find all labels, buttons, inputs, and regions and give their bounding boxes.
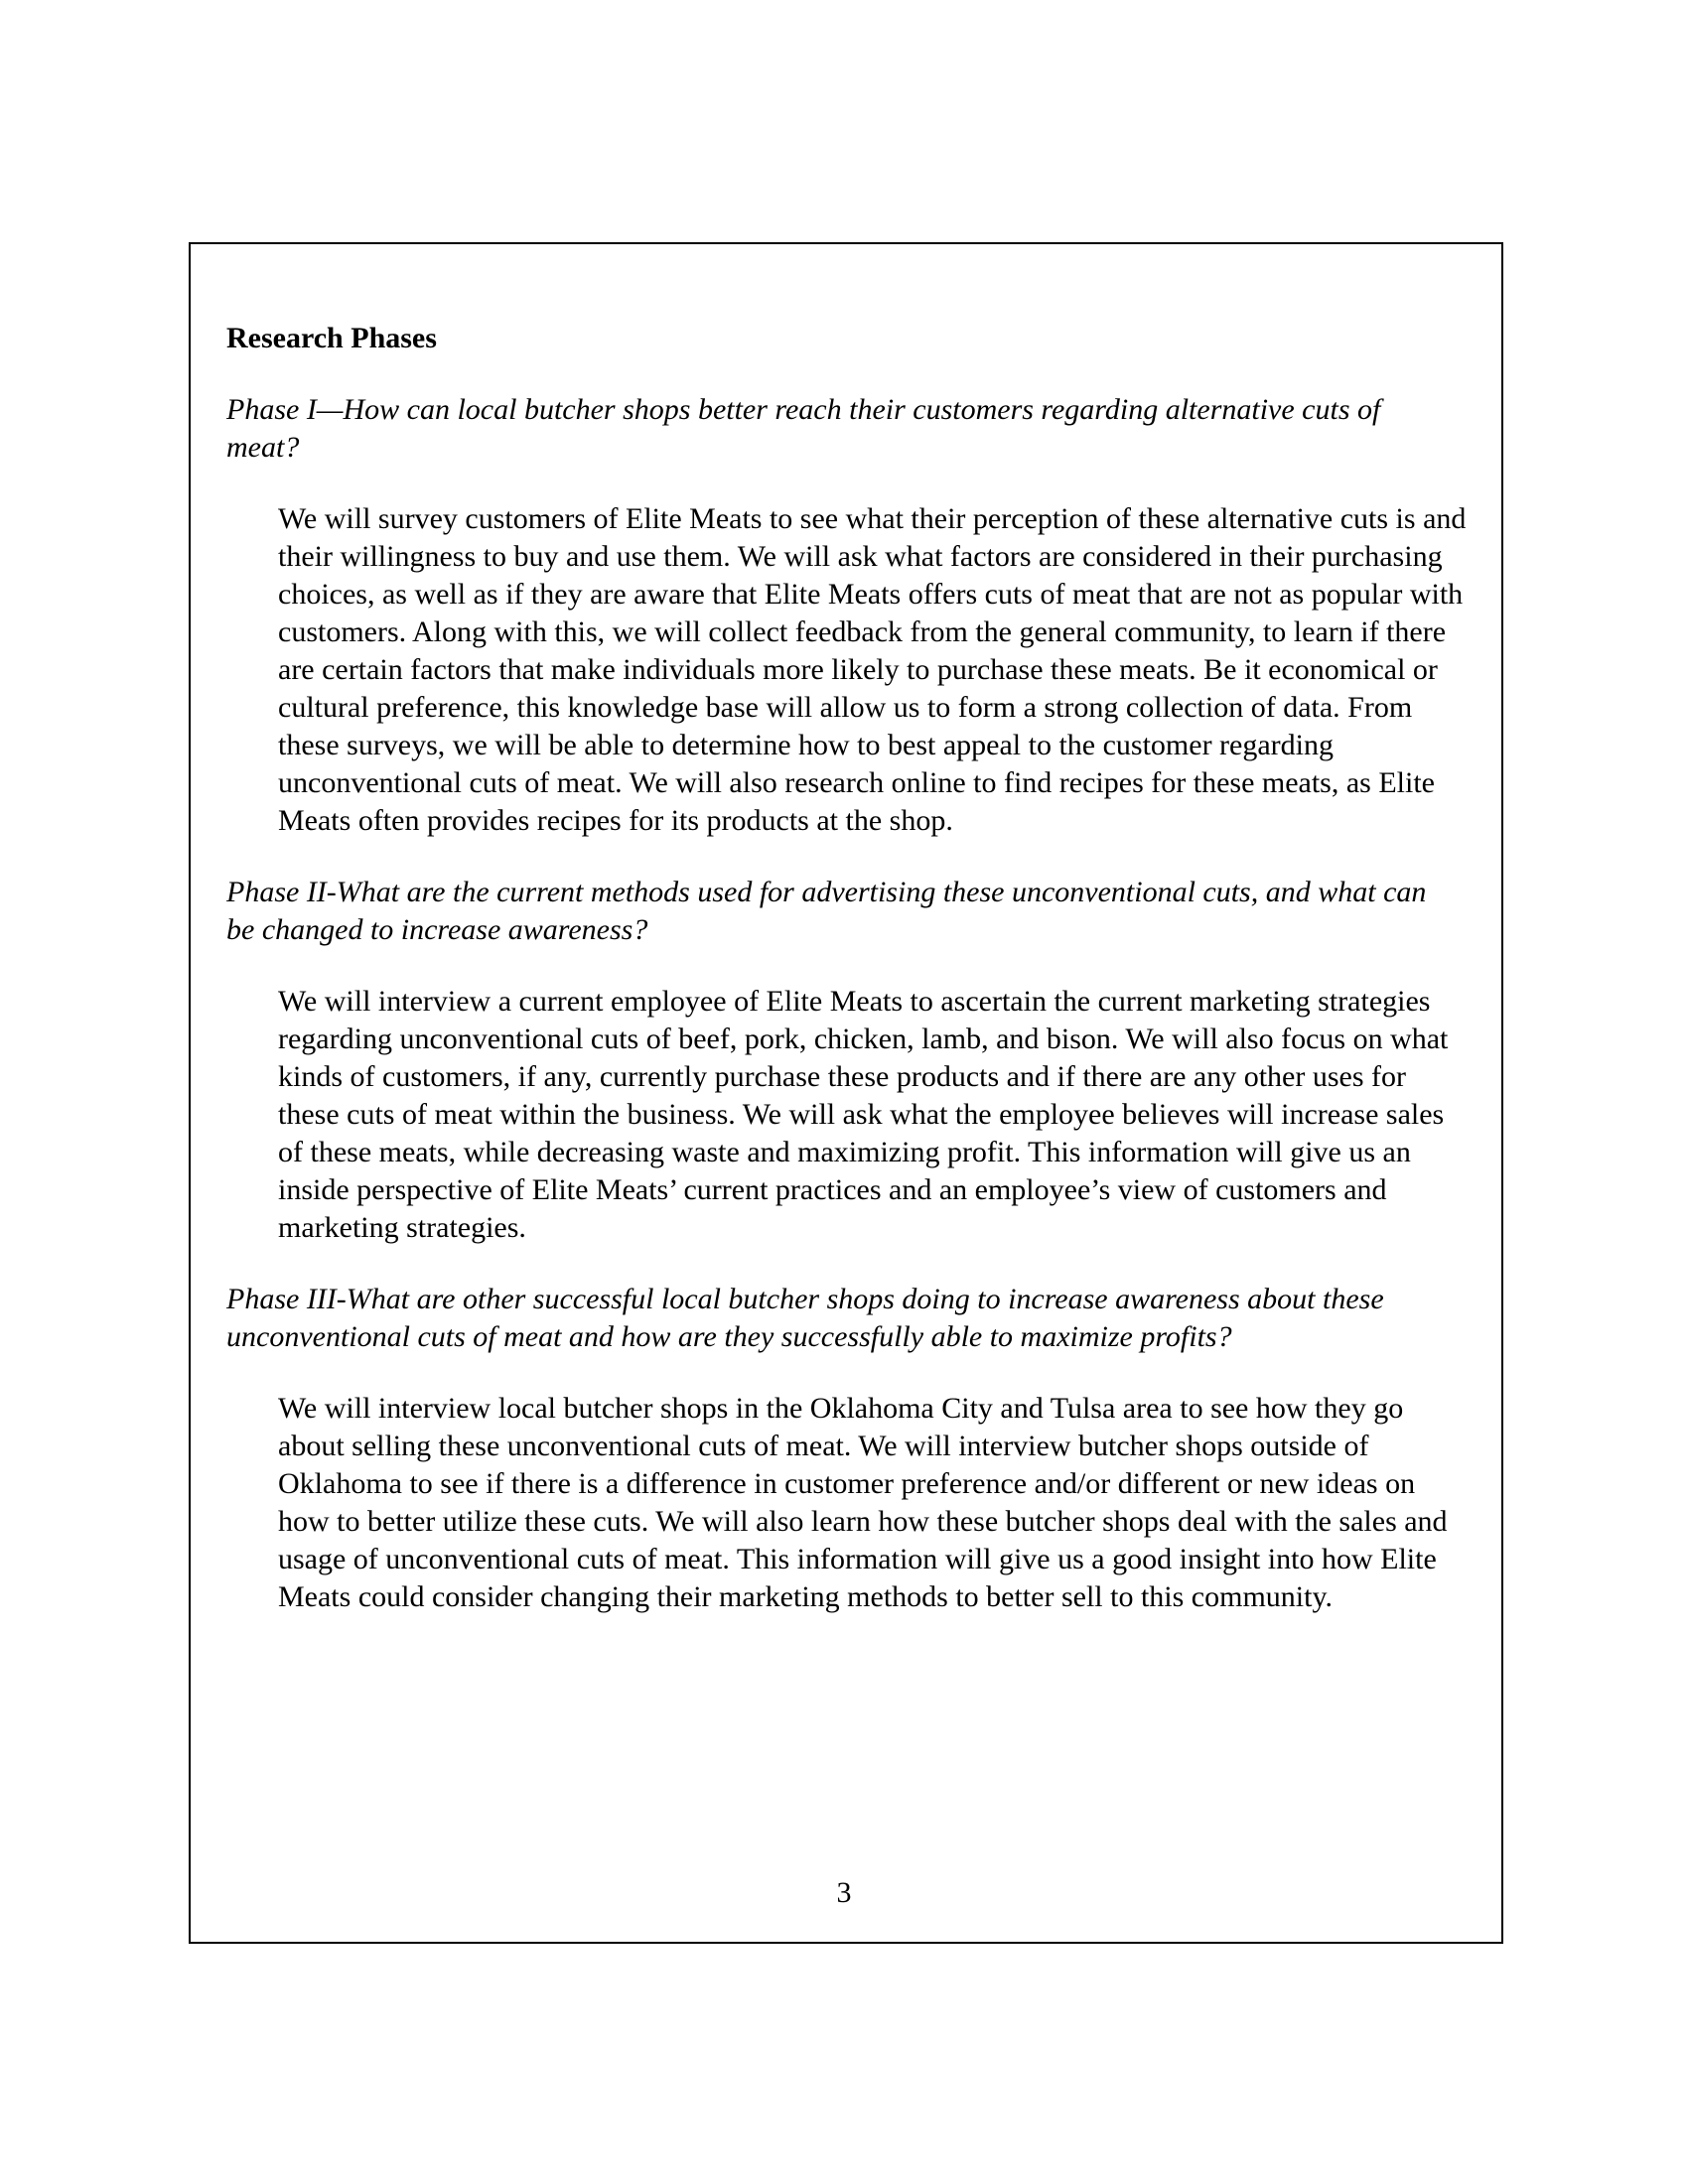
page-number: 3 <box>836 1876 852 1909</box>
phase-3-body: We will interview local butcher shops in the Oklahoma City and Tulsa area to see how they go about selling these unconventional cuts of meat. We will interview butcher shops outside of Oklahoma to see if there is a difference in customer preference and/or different or new ideas on how to better utilize these cuts. We will also learn how these butcher shops deal with the sales and usage of unconventional cuts of meat. This information will give us a good insight into how Elite Meats could consider changing their marketing methods to better sell to this community. <box>278 1392 1448 1613</box>
section-title: Research Phases <box>226 322 437 354</box>
phase-3-question: Phase III-What are other successful local butcher shops doing to increase awareness about these unconventional cuts of meat and how are they successfully able to maximize profits? <box>226 1283 1384 1353</box>
document-content <box>226 320 1468 1650</box>
phase-2-body: We will interview a current employee of Elite Meats to ascertain the current marketing strategies regarding unconventional cuts of beef, pork, chicken, lamb, and bison. We will also focus on what kinds of customers, if any, currently purchase these products and if there are any other uses for these cuts of meat within the business. We will ask what the employee believes will increase sales of these meats, while decreasing waste and maximizing profit. This information will give us an inside perspective of Elite Meats’ current practices and an employee’s view of customers and marketing strategies. <box>278 985 1449 1244</box>
phase-1-body: We will survey customers of Elite Meats to see what their perception of these alternative cuts is and their willingness to buy and use them. We will ask what factors are considered in their purchasing choices, as well as if they are aware that Elite Meats offers cuts of meat that are not as popular with customers. Along with this, we will collect feedback from the general community, to learn if there are certain factors that make individuals more likely to purchase these meats. Be it economical or cultural preference, this knowledge base will allow us to form a strong collection of data. From these surveys, we will be able to determine how to best appeal to the customer regarding unconventional cuts of meat. We will also research online to find recipes for these meats, as Elite Meats often provides recipes for its products at the shop. <box>278 502 1467 837</box>
phase-1-question: Phase I—How can local butcher shops better reach their customers regarding alternative cuts of meat? <box>226 393 1381 464</box>
phase-2-question: Phase II-What are the current methods used for advertising these unconventional cuts, and what can be changed to increase awareness? <box>226 876 1427 946</box>
